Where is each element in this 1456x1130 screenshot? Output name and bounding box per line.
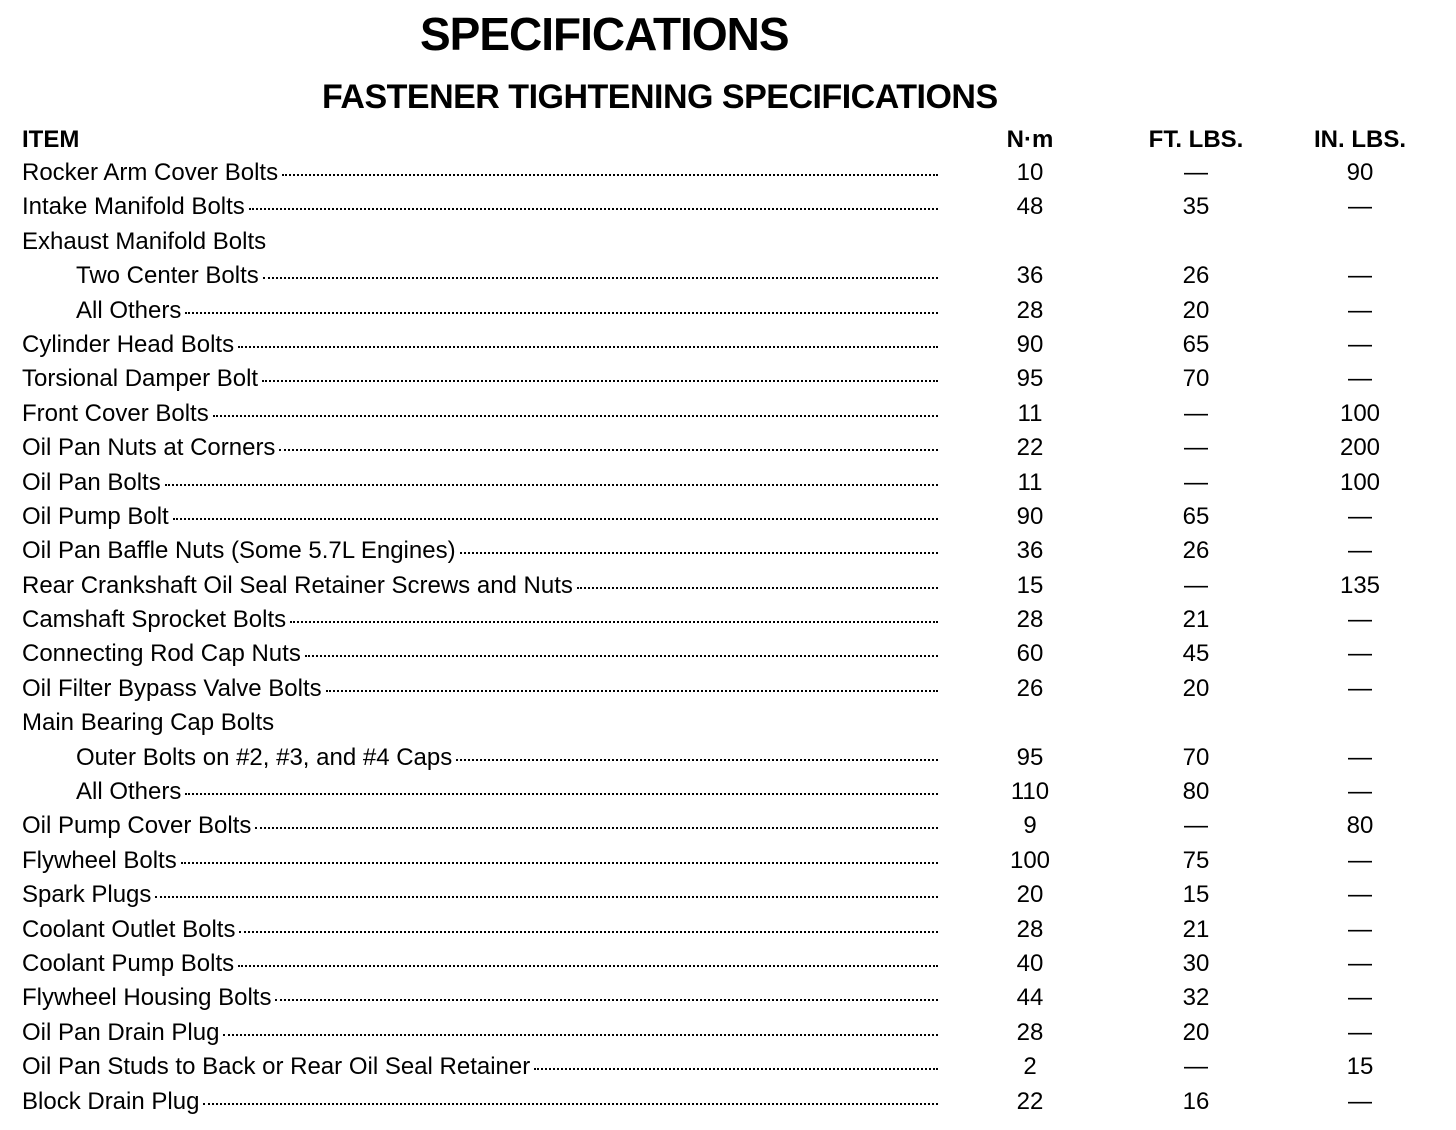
ft-lbs-value: 20 (1182, 1018, 1210, 1046)
nm-value: 36 (1016, 262, 1044, 290)
in-lbs-value: — (1348, 606, 1372, 634)
ft-lbs-value: 30 (1182, 949, 1210, 977)
table-row (0, 431, 1456, 465)
ft-lbs-value: — (1184, 1053, 1208, 1081)
column-header-in-lbs: IN. LBS. (1313, 126, 1407, 153)
dot-leader (577, 587, 938, 589)
dot-leader (165, 484, 938, 486)
dot-leader (534, 1068, 938, 1070)
table-row (0, 397, 1456, 431)
ft-lbs-value: 32 (1182, 984, 1210, 1012)
item-label: Oil Pump Cover Bolts (22, 812, 252, 840)
item-cell (22, 1019, 938, 1047)
nm-value: 44 (1016, 984, 1044, 1012)
dot-leader (279, 449, 938, 451)
item-label: Oil Pan Baffle Nuts (Some 5.7L Engines) (22, 537, 456, 565)
in-lbs-value: — (1348, 881, 1372, 909)
table-row (0, 809, 1456, 843)
item-cell (22, 159, 938, 187)
item-cell (22, 228, 938, 256)
item-label: All Others (76, 296, 182, 324)
in-lbs-value: — (1348, 743, 1372, 771)
in-lbs-value: — (1348, 193, 1372, 221)
table-header (0, 122, 1456, 156)
ft-lbs-value: 75 (1182, 846, 1210, 874)
item-cell (22, 709, 938, 737)
item-cell (76, 297, 938, 325)
ft-lbs-value: 45 (1182, 640, 1210, 668)
nm-value: 11 (1017, 468, 1043, 496)
table-row (0, 981, 1456, 1015)
ft-lbs-value: 21 (1182, 606, 1210, 634)
nm-value: 26 (1016, 674, 1044, 702)
table-row (0, 362, 1456, 396)
in-lbs-value: — (1348, 1018, 1372, 1046)
nm-value: 60 (1016, 640, 1044, 668)
nm-value: 95 (1016, 365, 1044, 393)
dot-leader (290, 621, 938, 623)
dot-leader (305, 655, 938, 657)
table-row (0, 294, 1456, 328)
item-label: Intake Manifold Bolts (22, 193, 245, 221)
item-cell (22, 572, 938, 600)
nm-value: 100 (1009, 846, 1051, 874)
dot-leader (460, 552, 938, 554)
table-row (0, 328, 1456, 362)
ft-lbs-value: — (1184, 399, 1208, 427)
in-lbs-value: — (1348, 915, 1372, 943)
item-label: Oil Pan Nuts at Corners (22, 434, 276, 462)
dot-leader (185, 793, 938, 795)
nm-value: 28 (1016, 296, 1044, 324)
item-label: Oil Filter Bypass Valve Bolts (22, 674, 322, 702)
item-label: Main Bearing Cap Bolts (22, 709, 275, 737)
item-label: Cylinder Head Bolts (22, 330, 235, 358)
nm-value: 48 (1016, 193, 1044, 221)
table-row (0, 637, 1456, 671)
item-label: Exhaust Manifold Bolts (22, 227, 267, 255)
table-row (0, 741, 1456, 775)
ft-lbs-value: 15 (1182, 881, 1210, 909)
column-header-nm: N·m (1006, 126, 1054, 153)
item-cell (22, 1053, 938, 1081)
section-title: FASTENER TIGHTENING SPECIFICATIONS (322, 78, 998, 116)
table-row (0, 1016, 1456, 1050)
dot-leader (282, 174, 938, 176)
item-cell (76, 778, 938, 806)
dot-leader (213, 415, 938, 417)
nm-value: 28 (1016, 915, 1044, 943)
ft-lbs-value: — (1184, 468, 1208, 496)
item-cell (22, 984, 938, 1012)
ft-lbs-value: 70 (1182, 365, 1210, 393)
item-cell (22, 950, 938, 978)
ft-lbs-value: 65 (1182, 330, 1210, 358)
dot-leader (262, 380, 938, 382)
item-cell (22, 847, 938, 875)
ft-lbs-value: — (1184, 159, 1208, 186)
item-cell (22, 331, 938, 359)
table-row (0, 190, 1456, 224)
dot-leader (263, 277, 938, 279)
item-cell (22, 400, 938, 428)
item-cell (22, 434, 938, 462)
item-cell (22, 503, 938, 531)
dot-leader (239, 931, 938, 933)
table-row (0, 1085, 1456, 1119)
item-cell (22, 640, 938, 668)
item-label: Rocker Arm Cover Bolts (22, 159, 279, 186)
ft-lbs-value: 70 (1182, 743, 1210, 771)
item-cell (22, 193, 938, 221)
ft-lbs-value: 26 (1182, 537, 1210, 565)
item-label: Oil Pan Drain Plug (22, 1018, 220, 1046)
item-cell (22, 537, 938, 565)
nm-value: 90 (1016, 330, 1044, 358)
dot-leader (249, 208, 938, 210)
item-cell (22, 365, 938, 393)
nm-value: 36 (1016, 537, 1044, 565)
item-label: Flywheel Housing Bolts (22, 984, 272, 1012)
ft-lbs-value: 20 (1182, 674, 1210, 702)
table-row (0, 706, 1456, 740)
ft-lbs-value: — (1184, 571, 1208, 599)
item-label: Outer Bolts on #2, #3, and #4 Caps (76, 743, 453, 771)
in-lbs-value: — (1348, 537, 1372, 565)
item-cell (22, 881, 938, 909)
in-lbs-value: — (1348, 262, 1372, 290)
nm-value: 22 (1016, 434, 1044, 462)
table-row (0, 1050, 1456, 1084)
nm-value: 90 (1016, 502, 1044, 530)
nm-value: 22 (1016, 1087, 1044, 1115)
table-row (0, 775, 1456, 809)
table-row (0, 603, 1456, 637)
item-label: Flywheel Bolts (22, 846, 177, 874)
table-row (0, 947, 1456, 981)
dot-leader (203, 1103, 938, 1105)
nm-value: 9 (1023, 812, 1037, 840)
nm-value: 15 (1016, 571, 1044, 599)
ft-lbs-value: — (1184, 812, 1208, 840)
ft-lbs-value: 65 (1182, 502, 1210, 530)
page-title: SPECIFICATIONS (420, 8, 789, 60)
in-lbs-value: — (1348, 330, 1372, 358)
item-label: Block Drain Plug (22, 1087, 200, 1115)
item-cell (76, 744, 938, 772)
dot-leader (173, 518, 938, 520)
item-label: Coolant Outlet Bolts (22, 915, 236, 943)
item-cell (22, 606, 938, 634)
in-lbs-value: — (1348, 984, 1372, 1012)
dot-leader (185, 312, 938, 314)
dot-leader (326, 690, 938, 692)
ft-lbs-value: — (1184, 434, 1208, 462)
dot-leader (223, 1034, 938, 1036)
item-label: All Others (76, 778, 182, 806)
dot-leader (181, 862, 938, 864)
item-label: Camshaft Sprocket Bolts (22, 606, 287, 634)
column-header-ft-lbs: FT. LBS. (1148, 126, 1244, 153)
in-lbs-value: 15 (1346, 1053, 1374, 1081)
table-row (0, 500, 1456, 534)
nm-value: 28 (1016, 606, 1044, 634)
in-lbs-value: 135 (1339, 571, 1381, 599)
item-label: Torsional Damper Bolt (22, 365, 259, 393)
dot-leader (155, 896, 938, 898)
ft-lbs-value: 21 (1182, 915, 1210, 943)
item-cell (22, 812, 938, 840)
spec-table (0, 156, 1456, 1119)
item-cell (22, 469, 938, 497)
item-label: Oil Pan Bolts (22, 468, 161, 496)
dot-leader (275, 999, 938, 1001)
item-label: Two Center Bolts (76, 262, 259, 290)
nm-value: 40 (1016, 949, 1044, 977)
table-row (0, 878, 1456, 912)
table-row (0, 534, 1456, 568)
in-lbs-value: 90 (1346, 159, 1374, 186)
item-cell (22, 675, 938, 703)
nm-value: 95 (1016, 743, 1044, 771)
table-row (0, 225, 1456, 259)
item-label: Oil Pan Studs to Back or Rear Oil Seal Retainer (22, 1053, 531, 1081)
table-row (0, 156, 1456, 190)
in-lbs-value: — (1348, 502, 1372, 530)
dot-leader (238, 965, 938, 967)
in-lbs-value: 200 (1339, 434, 1381, 462)
nm-value: 28 (1016, 1018, 1044, 1046)
in-lbs-value: — (1348, 674, 1372, 702)
item-label: Rear Crankshaft Oil Seal Retainer Screws and Nuts (22, 571, 573, 599)
table-row (0, 844, 1456, 878)
ft-lbs-value: 20 (1182, 296, 1210, 324)
item-label: Coolant Pump Bolts (22, 949, 235, 977)
in-lbs-value: — (1348, 640, 1372, 668)
in-lbs-value: — (1348, 846, 1372, 874)
column-header-item: ITEM (22, 126, 80, 153)
in-lbs-value: — (1348, 365, 1372, 393)
item-cell (76, 262, 938, 290)
nm-value: 2 (1023, 1053, 1037, 1081)
nm-value: 110 (1010, 778, 1050, 806)
in-lbs-value: — (1348, 1087, 1372, 1115)
in-lbs-value: 100 (1339, 399, 1381, 427)
item-cell (22, 1088, 938, 1116)
nm-value: 11 (1017, 399, 1043, 427)
table-row (0, 259, 1456, 293)
table-row (0, 569, 1456, 603)
in-lbs-value: — (1348, 778, 1372, 806)
item-label: Spark Plugs (22, 881, 152, 909)
in-lbs-value: 100 (1339, 468, 1381, 496)
ft-lbs-value: 80 (1182, 778, 1210, 806)
dot-leader (238, 346, 938, 348)
ft-lbs-value: 16 (1182, 1087, 1210, 1115)
in-lbs-value: — (1348, 949, 1372, 977)
nm-value: 20 (1016, 881, 1044, 909)
item-label: Front Cover Bolts (22, 399, 209, 427)
dot-leader (456, 759, 938, 761)
ft-lbs-value: 35 (1182, 193, 1210, 221)
nm-value: 10 (1016, 159, 1044, 186)
table-row (0, 466, 1456, 500)
ft-lbs-value: 26 (1182, 262, 1210, 290)
item-cell (22, 916, 938, 944)
table-row (0, 672, 1456, 706)
dot-leader (255, 827, 938, 829)
item-label: Oil Pump Bolt (22, 502, 169, 530)
in-lbs-value: 80 (1346, 812, 1374, 840)
item-label: Connecting Rod Cap Nuts (22, 640, 301, 668)
in-lbs-value: — (1348, 296, 1372, 324)
table-row (0, 913, 1456, 947)
